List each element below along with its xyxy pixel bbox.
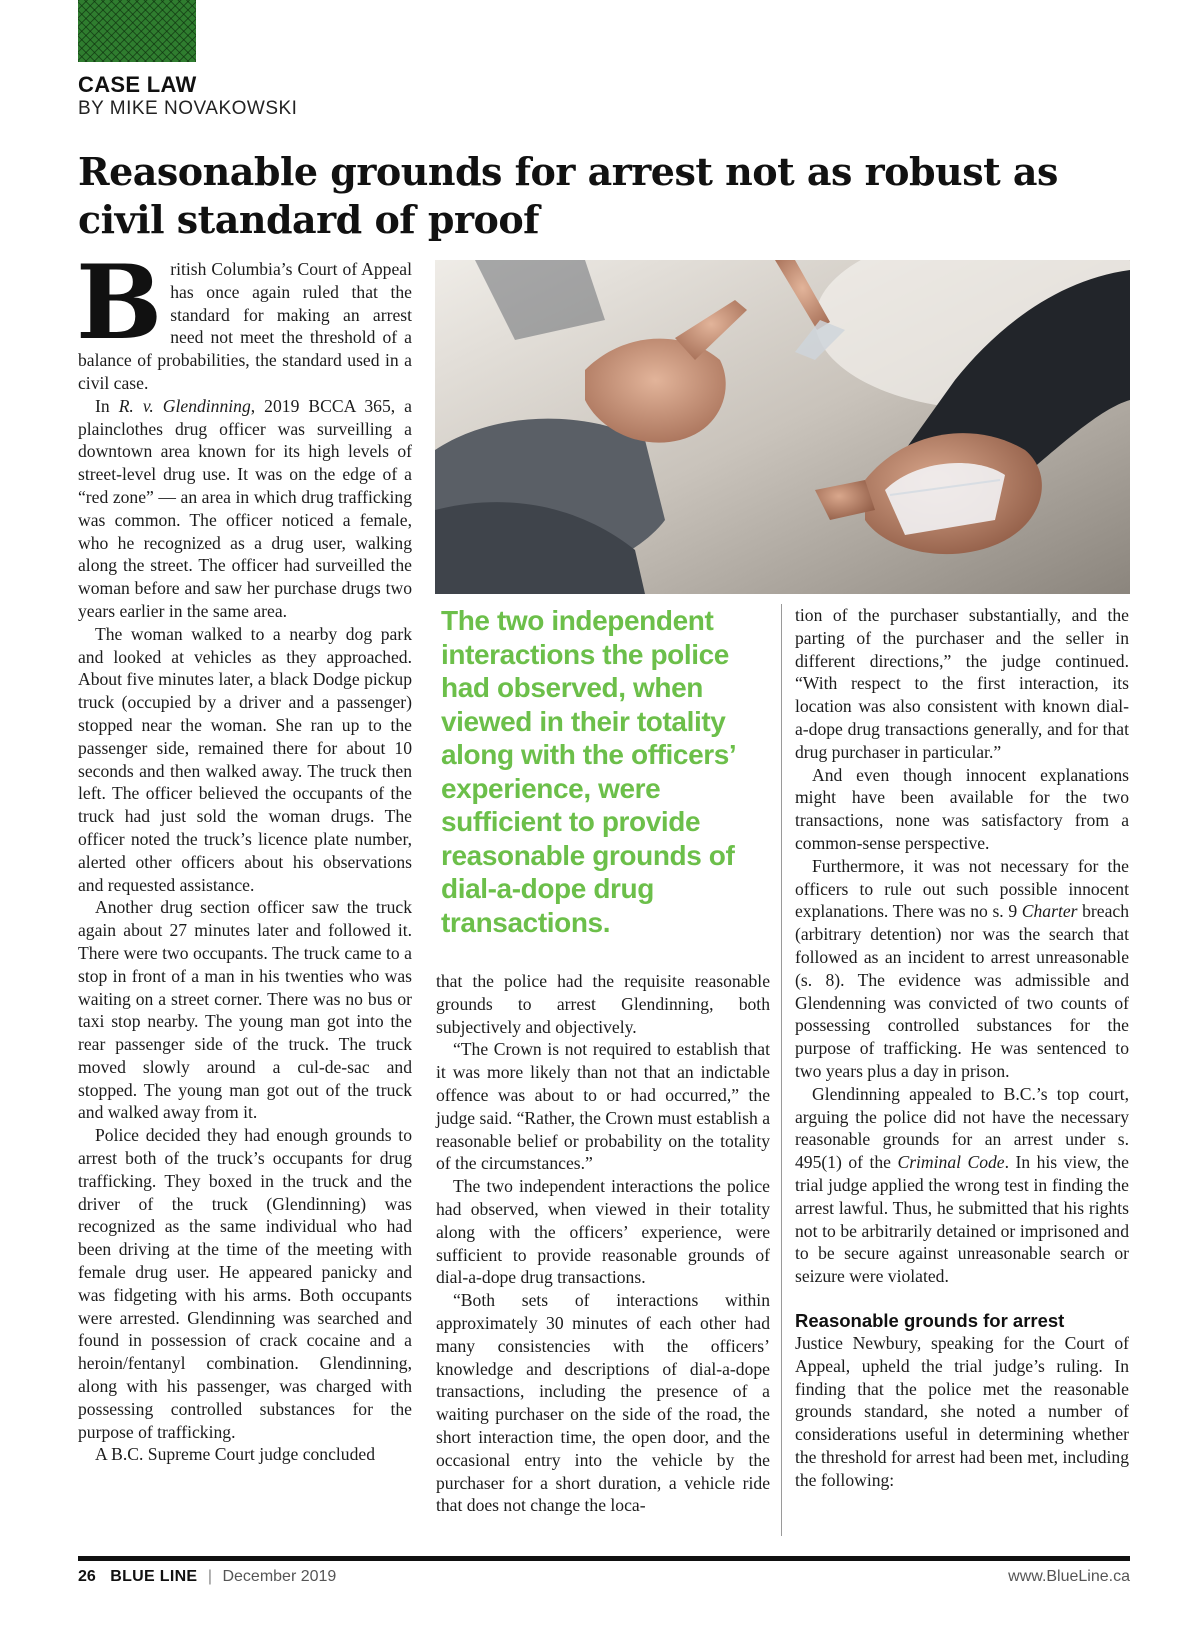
paragraph: Another drug section officer saw the truck again about 27 minutes later and followed it. There were two occupants. The truck came to a stop in front of a man in his twenties who was waiting on a street corner. There was no bus or taxi stop nearby. The young man got into the rear passenger side of the truck. The truck moved slowly around a cul-de-sac and stopped. The young man got out of the truck and walked away from it. xyxy=(78,897,412,1123)
paragraph: Justice Newbury, speaking for the Court of Appeal, upheld the trial judge’s ruling. In finding that the police met the reasonable grounds standard, she noted a number of considerations useful in determining whether the threshold for arrest had been met, including the following: xyxy=(795,1332,1129,1490)
article-column-2 xyxy=(436,970,770,1517)
paragraph: Furthermore, it was not necessary for the officers to rule out such possible innocent explanations. There was no s. 9 Charter breach (arbitrary detention) nor was the search that followed as an incident to arrest unreasonable (s. 8). The evidence was admissible and Glendenning was convicted of two counts of possessing controlled substances for the purpose of trafficking. He was sentenced to two years plus a day in prison. xyxy=(795,855,1130,1081)
article-headline: Reasonable grounds for arrest not as robust as civil standard of proof xyxy=(78,149,1058,242)
italic-term: Charter xyxy=(1021,901,1078,922)
drop-cap: B xyxy=(76,243,163,363)
paragraph: British Columbia’s Court of Appeal has once again ruled that the standard for making an arrest need not meet the threshold of a balance of probabilities, the standard used in a civil case. xyxy=(76,243,412,393)
drug-exchange-image xyxy=(435,260,1130,594)
article-photo xyxy=(435,260,1130,594)
paragraph: The two independent interactions the police had observed, when viewed in their totality along with the officers’ experience, were sufficient to provide reasonable grounds of dial-a-dope drug transactions. xyxy=(436,1176,770,1288)
paragraph: “The Crown is not required to establish that it was more likely than not that an indictable offence was about to or had occurred,” the judge said. “Rather, the Crown must establish a reasonable belief or probability on the totality of the circumstances.” xyxy=(436,1039,770,1174)
page-footer xyxy=(78,1568,1130,1586)
paragraph: A B.C. Supreme Court judge concluded xyxy=(95,1444,375,1465)
footer-rule xyxy=(78,1556,1130,1561)
footer-separator: | xyxy=(207,1568,213,1585)
paragraph: In R. v. Glendinning, 2019 BCCA 365, a plainclothes drug officer was surveilling a downtown area known for its high levels of street-level drug use. It was on the edge of a “red zone” — an area in which drug trafficking was common. The officer noticed a female, who he recognized as a drug user, walking along the street. The officer had surveilled the woman before and saw her purchase drugs two years earlier in the same area. xyxy=(78,395,412,621)
case-citation: R. v. Glendinning xyxy=(118,395,251,416)
column-divider xyxy=(781,604,782,1536)
paragraph: that the police had the requisite reasonable grounds to arrest Glendinning, both subjectively and objectively. xyxy=(436,971,770,1037)
paragraph: Police decided they had enough grounds to arrest both of the truck’s occupants for drug trafficking. They boxed in the truck and the driver of the truck (Glendinning) was recognized as the same individual who had been driving at the time of the meeting with female drug user. He appeared panicky and was fidgeting with his arms. Both occupants were arrested. Glendinning was searched and found in possession of crack cocaine and a heroin/fentanyl combination. Glendinning, along with his passenger, was charged with possessing controlled substances for the purpose of trafficking. xyxy=(78,1125,412,1442)
paragraph: Glendinning appealed to B.C.’s top court, arguing the police did not have the necessary reasonable grounds for an arrest under s. 495(1) of the Criminal Code. In his view, the trial judge applied the wrong test in finding the arrest lawful. Thus, he submitted that his rights not to be arbitrarily detained or imprisoned and to be secure against unreasonable search or seizure were violated. xyxy=(795,1083,1129,1287)
pull-quote: The two independent interactions the police had observed, when viewed in their totality along with the officers’ experience, were sufficient to provide reasonable grounds of dial-a-dope drug transactions. xyxy=(441,605,735,938)
paragraph: And even though innocent explanations might have been available for the two transactions, none was satisfactory from a common-sense perspective. xyxy=(795,764,1129,853)
section-kicker: CASE LAW xyxy=(78,72,197,97)
article-column-1 xyxy=(76,243,412,1466)
magazine-name: BLUE LINE xyxy=(110,1568,198,1585)
paragraph: The woman walked to a nearby dog park and looked at vehicles as they approached. About five minutes later, a black Dodge pickup truck (occupied by a driver and a passenger) stopped near the woman. She ran up to the passenger side, remained there for about 10 seconds and then walked away. The truck then left. The officer believed the occupants of the truck had just sold the woman drugs. The officer noted the truck’s licence plate number, alerted other officers about his observations and requested assistance. xyxy=(78,623,412,895)
paragraph: tion of the purchaser substantially, and the parting of the purchaser and the seller in different directions,” the judge continued. “With respect to the first interaction, its location was also consistent with known dial-a-dope drug transactions generally, and for that drug purchaser in particular.” xyxy=(795,605,1129,762)
italic-term: Criminal Code xyxy=(897,1152,1005,1173)
page-number: 26 xyxy=(78,1568,96,1585)
decorative-pattern-block xyxy=(78,0,196,62)
section-subhead: Reasonable grounds for arrest xyxy=(795,1309,1065,1331)
paragraph: “Both sets of interactions within approximately 30 minutes of each other had many consistencies with the officers’ knowledge and descriptions of dial-a-dope transactions, including the presence of a waiting purchaser on the side of the road, the short interaction time, the open door, and the occasional entry into the vehicle by the purchaser for a short duration, a vehicle ride that does not change the loca- xyxy=(436,1290,770,1516)
article-column-3 xyxy=(795,604,1129,1491)
issue-date: December 2019 xyxy=(222,1568,337,1585)
author-byline: BY MIKE NOVAKOWSKI xyxy=(78,98,298,119)
website-link[interactable]: www.BlueLine.ca xyxy=(1008,1568,1130,1585)
